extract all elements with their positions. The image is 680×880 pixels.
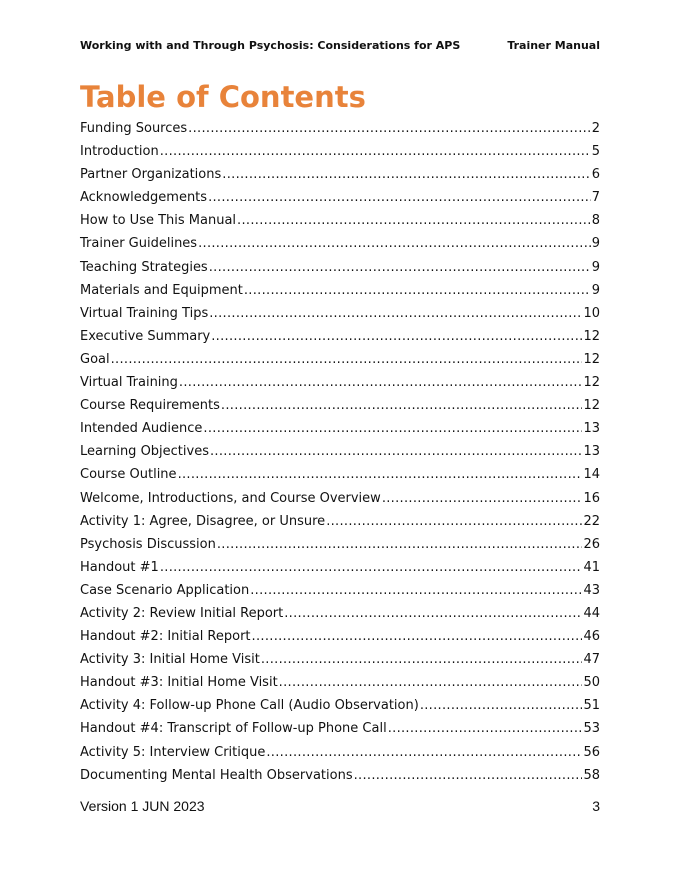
toc-entry[interactable]: [80, 329, 600, 352]
footer-version: Version 1 JUN 2023: [80, 798, 205, 814]
toc-entry[interactable]: [80, 583, 600, 606]
toc-dot-leader: [250, 583, 582, 598]
toc-dot-leader: [217, 537, 583, 552]
toc-entry[interactable]: [80, 398, 600, 421]
toc-entry-page: 10: [583, 305, 600, 321]
toc-entry[interactable]: [80, 514, 600, 537]
toc-entry-label: Intended Audience: [80, 421, 203, 437]
toc-entry-page: 9: [591, 236, 600, 252]
toc-entry-label: Welcome, Introductions, and Course Overview: [80, 490, 381, 506]
toc-dot-leader: [388, 721, 583, 736]
toc-entry-label: Activity 3: Initial Home Visit: [80, 652, 260, 668]
toc-entry-page: 44: [583, 605, 600, 621]
toc-entry-page: 7: [591, 190, 600, 206]
toc-entry-label: Trainer Guidelines: [80, 236, 198, 252]
toc-entry-label: Activity 1: Agree, Disagree, or Unsure: [80, 513, 326, 529]
toc-entry[interactable]: [80, 121, 600, 144]
toc-dot-leader: [420, 698, 583, 713]
toc-entry-label: Activity 4: Follow-up Phone Call (Audio Observation): [80, 698, 419, 714]
toc-dot-leader: [221, 398, 583, 413]
toc-entry[interactable]: [80, 652, 600, 675]
toc-entry[interactable]: [80, 768, 600, 791]
toc-entry-label: Materials and Equipment: [80, 282, 243, 298]
toc-entry-page: 12: [583, 398, 600, 414]
toc-entry-page: 26: [583, 536, 600, 552]
toc-entry-label: Activity 5: Interview Critique: [80, 744, 266, 760]
toc-entry[interactable]: [80, 444, 600, 467]
toc-dot-leader: [326, 514, 582, 529]
toc-dot-leader: [209, 306, 582, 321]
toc-entry-page: 12: [583, 375, 600, 391]
toc-dot-leader: [160, 560, 583, 575]
page-title: Table of Contents: [80, 80, 366, 114]
toc-entry-label: Case Scenario Application: [80, 582, 250, 598]
toc-entry-label: Virtual Training Tips: [80, 305, 209, 321]
toc-entry[interactable]: [80, 721, 600, 744]
toc-dot-leader: [178, 467, 583, 482]
toc-entry-label: Handout #1: [80, 559, 159, 575]
toc-entry-page: 46: [583, 629, 600, 645]
toc-entry-page: 9: [591, 259, 600, 275]
toc-entry-page: 8: [591, 213, 600, 229]
toc-entry[interactable]: [80, 190, 600, 213]
toc-dot-leader: [244, 283, 591, 298]
toc-entry-label: Handout #2: Initial Report: [80, 629, 251, 645]
toc-entry-page: 6: [591, 167, 600, 183]
toc-dot-leader: [266, 745, 582, 760]
toc-entry-label: Funding Sources: [80, 121, 188, 136]
toc-entry-label: Documenting Mental Health Observations: [80, 767, 353, 783]
toc-dot-leader: [211, 329, 582, 344]
toc-entry[interactable]: [80, 467, 600, 490]
toc-dot-leader: [111, 352, 583, 367]
toc-entry-label: Executive Summary: [80, 328, 211, 344]
toc-dot-leader: [203, 421, 582, 436]
toc-entry[interactable]: [80, 283, 600, 306]
header-manual-type: Trainer Manual: [507, 39, 600, 52]
toc-dot-leader: [261, 652, 583, 667]
page-footer: [80, 798, 600, 814]
toc-dot-leader: [188, 121, 591, 136]
toc-entry-page: 13: [583, 444, 600, 460]
table-of-contents: [80, 121, 600, 791]
toc-dot-leader: [209, 260, 591, 275]
toc-entry[interactable]: [80, 167, 600, 190]
toc-entry-page: 13: [583, 421, 600, 437]
toc-entry[interactable]: [80, 537, 600, 560]
toc-entry-page: 53: [583, 721, 600, 737]
toc-entry-label: Partner Organizations: [80, 167, 222, 183]
toc-dot-leader: [252, 629, 583, 644]
toc-entry-page: 43: [583, 582, 600, 598]
header-document-title: Working with and Through Psychosis: Considerations for APS: [80, 39, 461, 52]
toc-entry[interactable]: [80, 260, 600, 283]
toc-entry[interactable]: [80, 213, 600, 236]
toc-entry-page: 5: [591, 144, 600, 160]
toc-entry[interactable]: [80, 745, 600, 768]
toc-dot-leader: [160, 144, 591, 159]
toc-dot-leader: [354, 768, 583, 783]
toc-entry-page: 51: [583, 698, 600, 714]
toc-entry-page: 50: [583, 675, 600, 691]
toc-entry-page: 12: [583, 351, 600, 367]
toc-entry[interactable]: [80, 421, 600, 444]
toc-entry-page: 56: [583, 744, 600, 760]
toc-entry-label: Learning Objectives: [80, 444, 209, 460]
toc-dot-leader: [208, 190, 591, 205]
toc-entry-label: Goal: [80, 351, 110, 367]
toc-entry[interactable]: [80, 144, 600, 167]
toc-entry-label: Acknowledgements: [80, 190, 208, 206]
toc-entry[interactable]: [80, 675, 600, 698]
toc-dot-leader: [284, 606, 582, 621]
toc-entry[interactable]: [80, 698, 600, 721]
toc-entry-label: Virtual Training: [80, 375, 178, 391]
toc-entry-page: 41: [583, 559, 600, 575]
toc-entry-page: 22: [583, 513, 600, 529]
running-header: [80, 39, 600, 52]
toc-dot-leader: [210, 444, 582, 459]
toc-dot-leader: [279, 675, 583, 690]
toc-entry-label: Course Requirements: [80, 398, 220, 414]
toc-entry-label: Handout #3: Initial Home Visit: [80, 675, 278, 691]
toc-dot-leader: [382, 491, 583, 506]
toc-entry[interactable]: [80, 306, 600, 329]
toc-entry-page: 14: [583, 467, 600, 483]
toc-dot-leader: [198, 236, 591, 251]
toc-dot-leader: [179, 375, 583, 390]
toc-entry-label: Introduction: [80, 144, 159, 160]
toc-entry-label: Handout #4: Transcript of Follow-up Phone Call: [80, 721, 387, 737]
toc-entry-label: Psychosis Discussion: [80, 536, 216, 552]
toc-entry-label: Activity 2: Review Initial Report: [80, 605, 284, 621]
toc-entry-label: How to Use This Manual: [80, 213, 237, 229]
toc-entry[interactable]: [80, 560, 600, 583]
toc-dot-leader: [222, 167, 590, 182]
toc-dot-leader: [237, 213, 591, 228]
toc-entry[interactable]: [80, 491, 600, 514]
toc-entry-page: 2: [591, 121, 600, 136]
toc-entry-label: Course Outline: [80, 467, 177, 483]
toc-entry-page: 58: [583, 767, 600, 783]
footer-page-number: 3: [592, 798, 600, 814]
toc-entry-page: 12: [583, 328, 600, 344]
toc-entry[interactable]: [80, 606, 600, 629]
toc-entry[interactable]: [80, 236, 600, 259]
toc-entry-page: 9: [591, 282, 600, 298]
toc-entry-page: 47: [583, 652, 600, 668]
toc-entry[interactable]: [80, 375, 600, 398]
toc-entry-label: Teaching Strategies: [80, 259, 208, 275]
toc-entry-page: 16: [583, 490, 600, 506]
toc-entry[interactable]: [80, 352, 600, 375]
toc-entry[interactable]: [80, 629, 600, 652]
